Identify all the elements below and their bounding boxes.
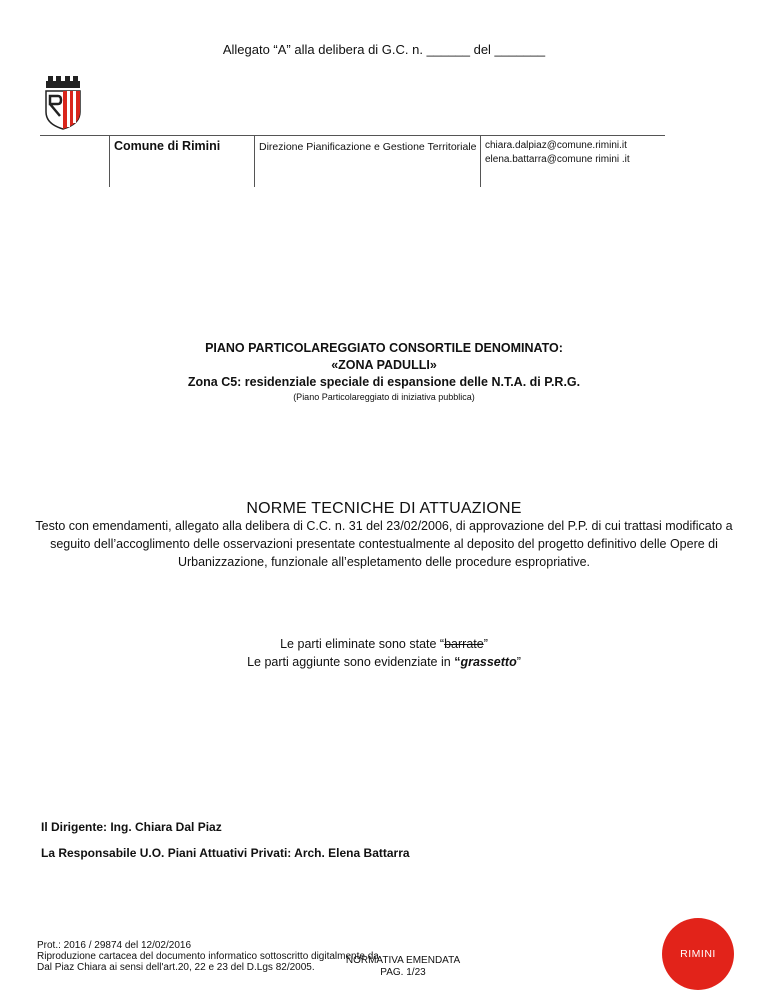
- legend-added: [0, 653, 768, 671]
- legend-text: ”: [516, 655, 521, 669]
- footer-line: Prot.: 2016 / 29874 del 12/02/2016: [37, 940, 192, 951]
- header-divider: [254, 135, 255, 187]
- legend-strike-word: barrate: [444, 637, 484, 651]
- header-divider: [109, 135, 110, 187]
- contact-emails: [485, 139, 630, 167]
- norme-description: Testo con emendamenti, allegato alla delibera di C.C. n. 31 del 23/02/2006, di approvazione del P.P. di cui trattasi modificato a seguito dell’accoglimento delle osservazioni presentate contestualmente al deposito del progetto definitivo delle Opere di Urbanizzazione, funzionale all’espletamento delle procedure espropriative.: [35, 519, 733, 569]
- footer-normativa: NORMATIVA EMENDATA: [345, 955, 461, 966]
- legend-bold-word: grassetto: [460, 655, 517, 669]
- legend-text: “: [454, 655, 461, 669]
- plan-title-line: PIANO PARTICOLAREGGIATO CONSORTILE DENOMINATO:: [205, 341, 563, 355]
- plan-title-line: Zona C5: residenziale speciale di espansione delle N.T.A. di P.R.G.: [187, 375, 581, 389]
- footer-line: Dal Piaz Chiara ai sensi dell'art.20, 22 e 23 del D.Lgs 82/2005.: [37, 962, 315, 973]
- legend-text: Le parti eliminate sono state “: [280, 637, 445, 651]
- plan-title: [0, 340, 768, 391]
- footer-line: Riproduzione cartacea del documento informatico sottoscritto digitalmente da: [37, 951, 379, 962]
- footer-protocol: [37, 940, 379, 973]
- signers: [41, 820, 410, 872]
- rimini-logo: RIMINI: [662, 918, 734, 990]
- allegato-line: Allegato “A” alla delibera di G.C. n. ______ del _______: [222, 42, 546, 57]
- responsabile: La Responsabile U.O. Piani Attuativi Privati: Arch. Elena Battarra: [41, 846, 410, 860]
- direzione-name: Direzione Pianificazione e Gestione Territoriale: [259, 141, 477, 153]
- legend-text: ”: [483, 637, 488, 651]
- footer-page-number: PAG. 1/23: [380, 967, 426, 978]
- email-link[interactable]: chiara.dalpiaz@comune.rimini.it: [485, 140, 627, 151]
- header-rule: [40, 135, 665, 136]
- dirigente: Il Dirigente: Ing. Chiara Dal Piaz: [41, 820, 222, 834]
- legend-removed: [0, 635, 768, 653]
- email-link[interactable]: elena.battarra@comune rimini .it: [485, 154, 630, 165]
- plan-note: (Piano Particolareggiato di iniziativa pubblica): [293, 392, 475, 402]
- legend: [0, 635, 768, 671]
- header-divider: [480, 135, 481, 187]
- norme-heading: NORME TECNICHE DI ATTUAZIONE: [246, 500, 522, 517]
- plan-title-line: «ZONA PADULLI»: [331, 358, 437, 372]
- comune-name: Comune di Rimini: [114, 139, 221, 153]
- legend-text: Le parti aggiunte sono evidenziate in: [247, 655, 455, 669]
- footer-page-mark: [338, 955, 468, 979]
- comune-crest-icon: [42, 74, 84, 130]
